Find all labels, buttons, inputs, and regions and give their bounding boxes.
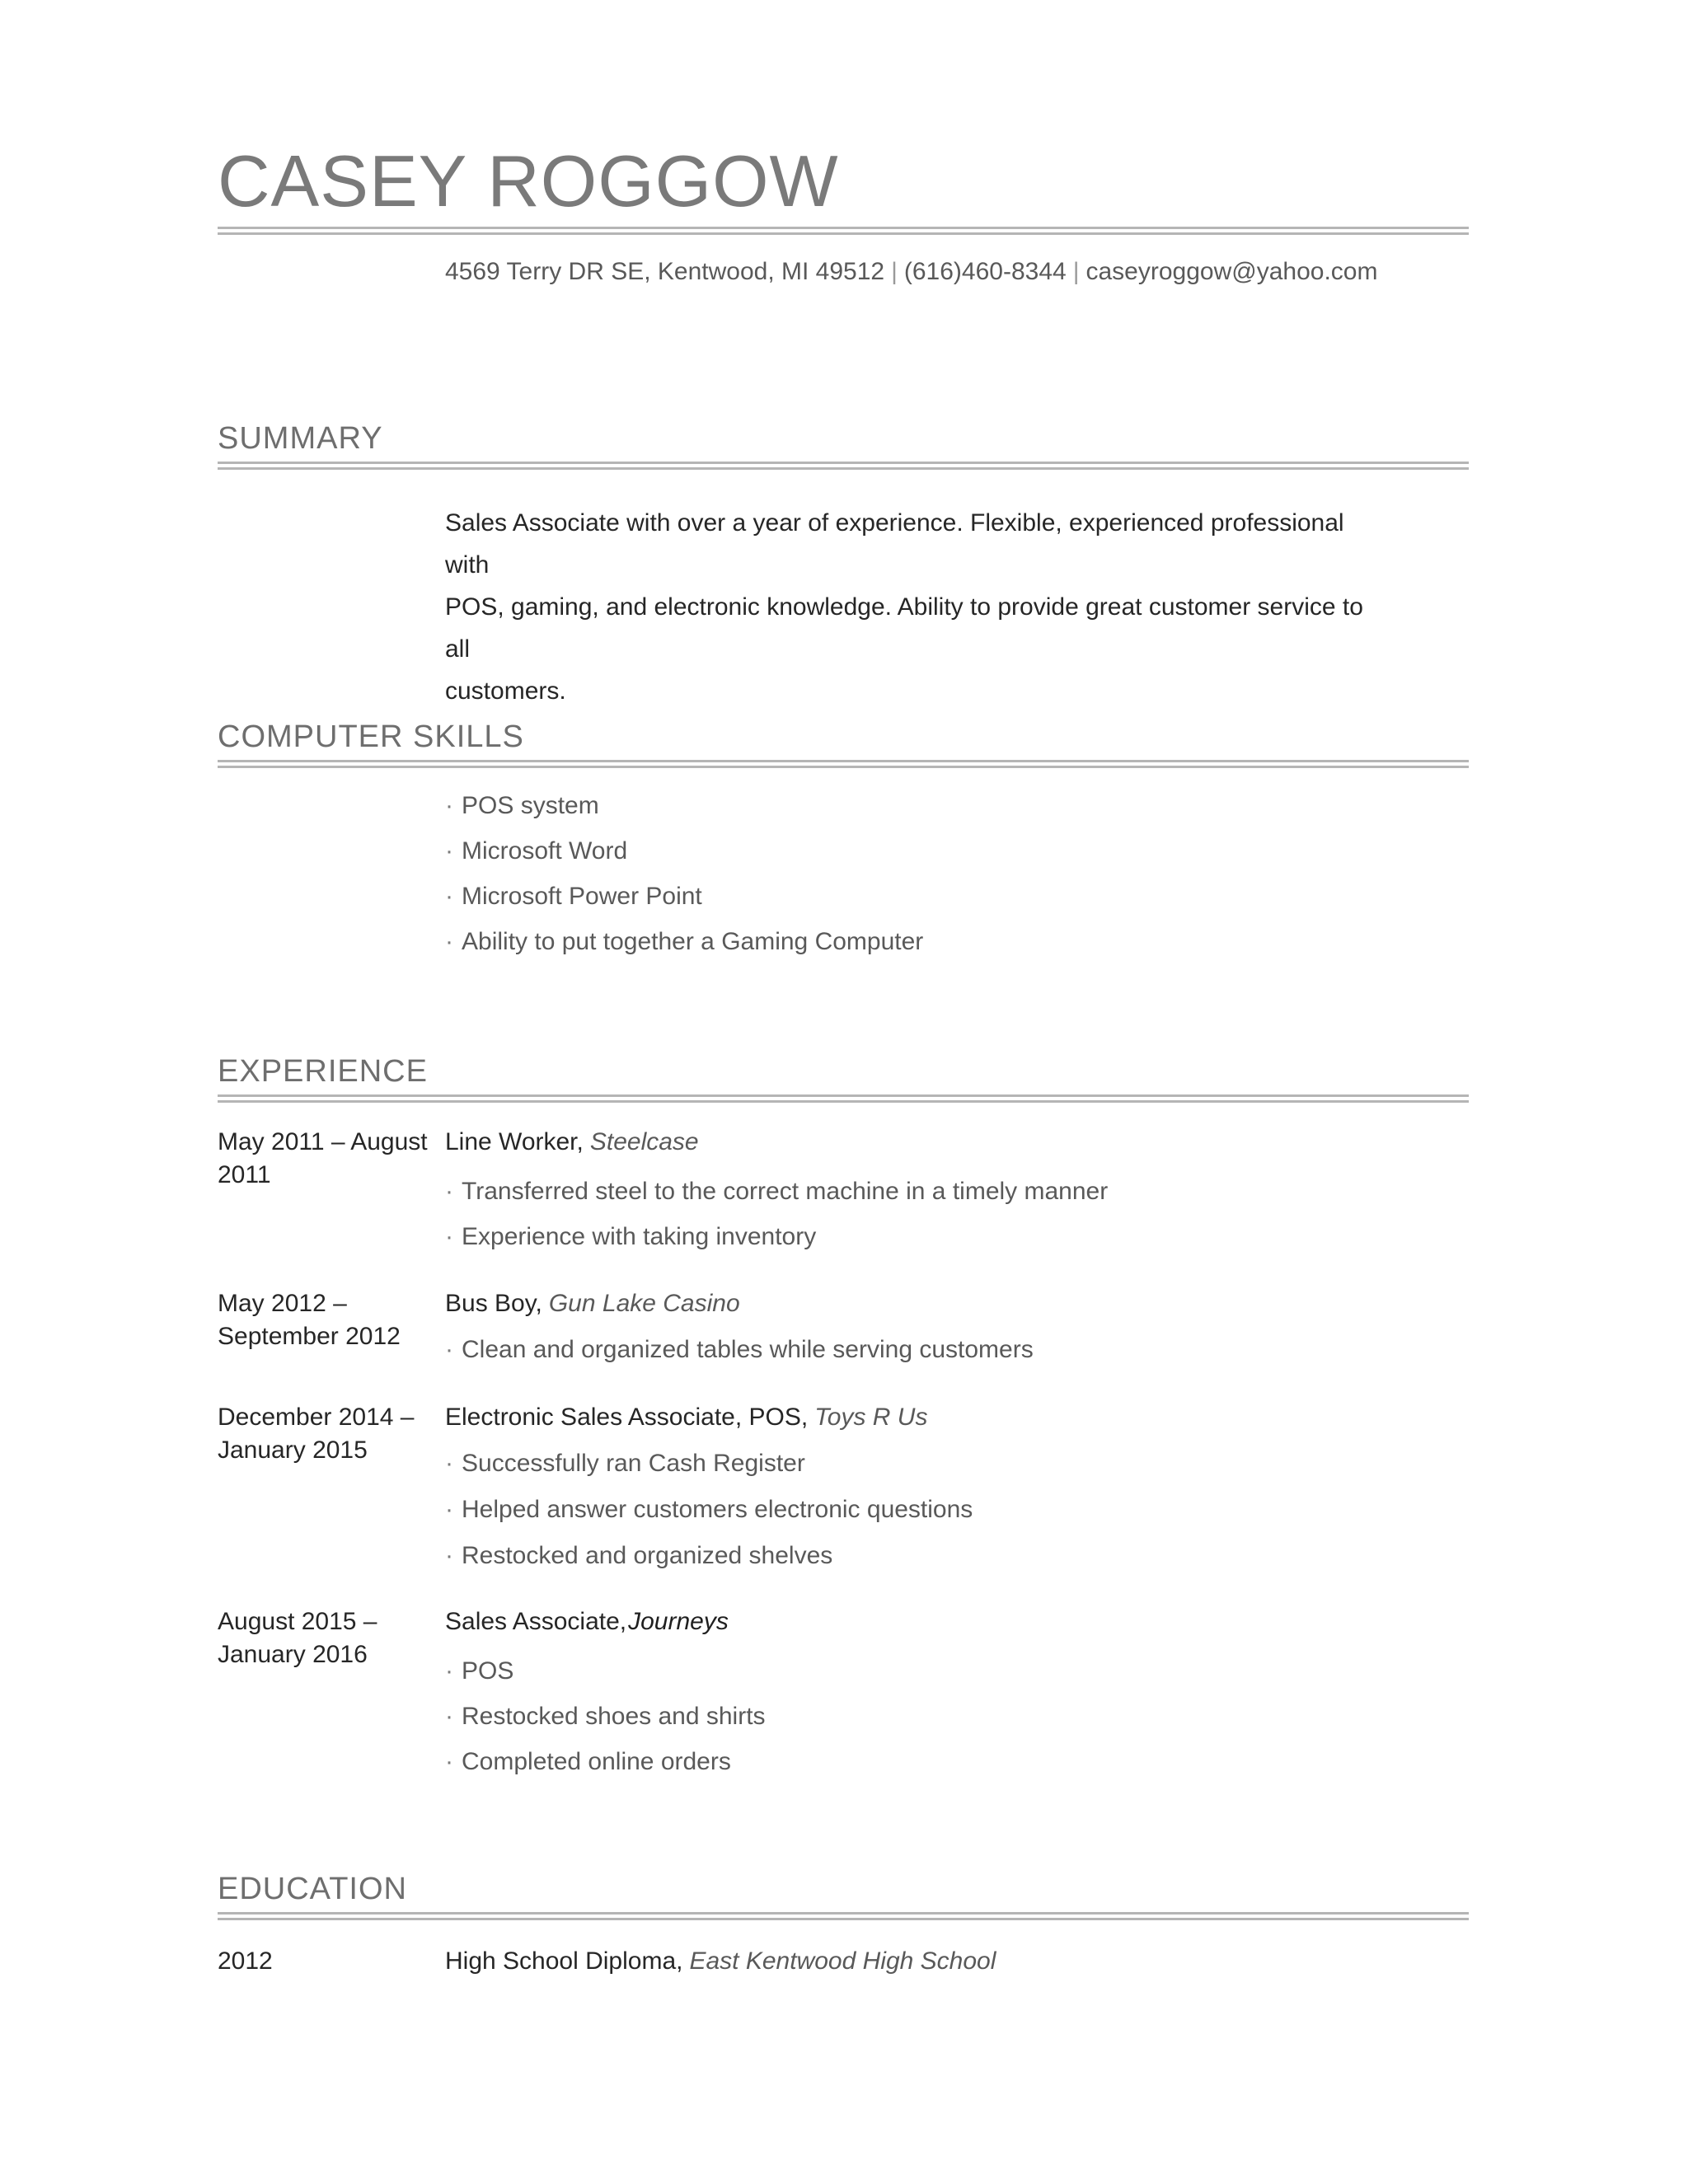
summary-line: Sales Associate with over a year of experience. Flexible, experienced professional with (445, 509, 1344, 579)
job-employer: Journeys (628, 1608, 729, 1635)
list-item: · Helped answer customers electronic questions (445, 1496, 973, 1523)
bullet-icon: · (445, 1542, 453, 1569)
job-bullets (445, 1447, 973, 1586)
list-item: · POS system (445, 792, 599, 819)
education-year: 2012 (218, 1947, 273, 1975)
contact-email: caseyroggow@yahoo.com (1085, 258, 1378, 285)
bullet-icon: · (445, 837, 453, 865)
list-item: · Successfully ran Cash Register (445, 1450, 805, 1477)
summary-text (445, 502, 1393, 712)
list-item: · Ability to put together a Gaming Computer (445, 928, 924, 955)
candidate-name: CASEY ROGGOW (218, 140, 839, 222)
job-title: Line Worker, Steelcase (445, 1128, 699, 1155)
list-item: · Completed online orders (445, 1748, 731, 1775)
bullet-icon: · (445, 1450, 453, 1477)
bullet-icon: · (445, 792, 453, 819)
skills-list (445, 790, 923, 971)
section-divider (218, 1094, 1469, 1103)
job-employer: Toys R Us (814, 1404, 928, 1431)
section-title-summary: SUMMARY (218, 421, 383, 456)
job-title: Bus Boy, Gun Lake Casino (445, 1290, 740, 1317)
section-divider (218, 760, 1469, 768)
bullet-icon: · (445, 1496, 453, 1523)
job-employer: Gun Lake Casino (548, 1290, 740, 1317)
contact-separator: | (891, 258, 898, 285)
job-title: Electronic Sales Associate, POS, Toys R Us (445, 1404, 928, 1431)
list-item: · Restocked shoes and shirts (445, 1703, 766, 1730)
summary-line: customers. (445, 677, 566, 705)
list-item: · Microsoft Word (445, 837, 628, 865)
section-title-education: EDUCATION (218, 1872, 407, 1906)
section-title-experience: EXPERIENCE (218, 1054, 428, 1089)
bullet-icon: · (445, 1336, 453, 1363)
job-employer: Steelcase (589, 1128, 699, 1155)
list-item: · POS (445, 1657, 514, 1685)
section-title-computer-skills: COMPUTER SKILLS (218, 719, 524, 754)
job-date: May 2012 – September 2012 (218, 1290, 401, 1350)
job-date: August 2015 – January 2016 (218, 1608, 377, 1668)
job-bullets (445, 1333, 1034, 1379)
bullet-icon: · (445, 883, 453, 910)
section-divider (218, 462, 1469, 470)
bullet-icon: · (445, 1657, 453, 1685)
education-degree: High School Diploma, East Kentwood High School (445, 1947, 996, 1975)
list-item: · Experience with taking inventory (445, 1223, 817, 1250)
bullet-icon: · (445, 928, 453, 955)
list-item: · Restocked and organized shelves (445, 1542, 833, 1569)
job-date: May 2011 – August 2011 (218, 1128, 428, 1188)
section-divider (218, 1912, 1469, 1920)
job-date: December 2014 – January 2015 (218, 1404, 415, 1464)
bullet-icon: · (445, 1178, 453, 1205)
bullet-icon: · (445, 1223, 453, 1250)
job-bullets (445, 1175, 1108, 1266)
summary-line: POS, gaming, and electronic knowledge. Ability to provide great customer service to all (445, 593, 1363, 663)
bullet-icon: · (445, 1748, 453, 1775)
job-title: Sales Associate,Journeys (445, 1608, 729, 1635)
list-item: · Clean and organized tables while serving customers (445, 1336, 1034, 1363)
contact-line (445, 255, 1377, 288)
bullet-icon: · (445, 1703, 453, 1730)
education-school: East Kentwood High School (689, 1947, 996, 1975)
contact-separator: | (1072, 258, 1080, 285)
job-bullets (445, 1655, 766, 1791)
header-divider (218, 227, 1469, 235)
list-item: · Microsoft Power Point (445, 883, 702, 910)
contact-phone: (616)460-8344 (903, 258, 1067, 285)
list-item: · Transferred steel to the correct machine in a timely manner (445, 1178, 1109, 1205)
contact-address: 4569 Terry DR SE, Kentwood, MI 49512 (445, 258, 885, 285)
